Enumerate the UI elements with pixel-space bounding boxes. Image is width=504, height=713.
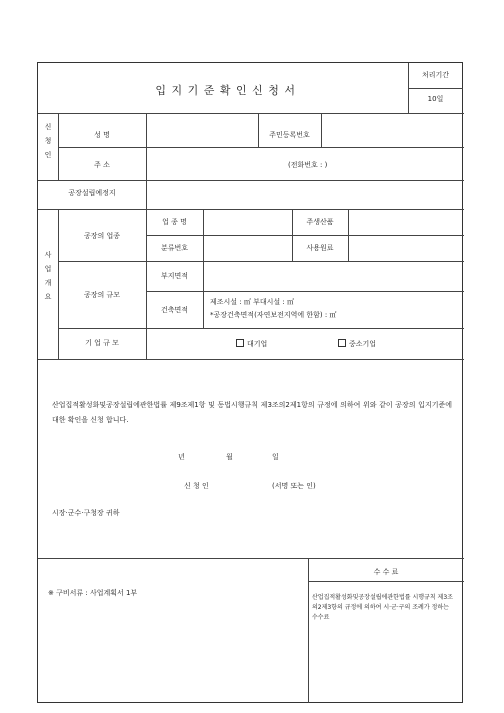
main-product-label: 주생산품 — [306, 218, 334, 226]
processing-period-value: 10일 — [427, 95, 444, 103]
divider — [146, 180, 147, 209]
mfg-facility-text: 제조시설 : ㎡ 부대시설 : ㎡ — [210, 298, 294, 306]
signature-note: (서명 또는 인) — [272, 482, 316, 490]
reg-no-field[interactable] — [323, 115, 461, 145]
divider — [408, 88, 463, 89]
divider — [348, 209, 349, 261]
divider — [58, 328, 464, 329]
application-statement: 산업집적활성화및공장설립에관한법률 제9조제1항 및 동법시행규칙 제3조의2제1항의 규정에 의하여 위와 같이 공장의 입지기준에 대한 확인을 신청 합니다. — [52, 401, 452, 424]
addressee: 시장·군수·구청장 귀하 — [52, 509, 120, 517]
divider — [203, 261, 204, 328]
sme-option[interactable] — [338, 339, 376, 349]
main-product-field[interactable] — [350, 211, 462, 233]
name-field[interactable] — [148, 115, 256, 145]
date-year: 년 — [178, 453, 185, 461]
address-label: 주 소 — [94, 161, 110, 169]
divider — [146, 291, 464, 292]
processing-period-label: 처리기간 — [421, 71, 450, 79]
scale-group-label: 공장의 규모 — [83, 291, 121, 299]
industry-name-field[interactable] — [205, 211, 290, 233]
attachments-note: ※ 구비서류 : 사업계획서 1부 — [48, 589, 138, 597]
signature-applicant-label: 신 청 인 — [184, 482, 209, 490]
classification-field[interactable] — [205, 237, 290, 259]
checkbox-icon — [338, 339, 346, 347]
site-area-field[interactable] — [205, 263, 462, 289]
site-area-label: 부지면적 — [160, 272, 189, 280]
date-day: 일 — [272, 453, 279, 461]
divider — [308, 581, 464, 582]
raw-material-field[interactable] — [350, 237, 462, 259]
divider — [38, 209, 464, 210]
date-month: 월 — [226, 453, 233, 461]
applicant-section-label: 신청인 — [44, 123, 52, 159]
factory-site-field[interactable] — [148, 182, 462, 207]
large-company-label: 대기업 — [247, 340, 268, 348]
large-company-option[interactable] — [236, 339, 267, 349]
divider — [38, 359, 464, 360]
divider — [308, 558, 309, 703]
divider — [203, 209, 204, 261]
checkbox-icon — [236, 339, 244, 347]
sme-label: 중소기업 — [349, 340, 377, 348]
divider — [38, 113, 464, 114]
raw-material-label: 사용원료 — [306, 244, 334, 252]
divider — [58, 261, 464, 262]
fee-text: 산업집적활성화및공장설립에관한법률 시행규칙 제3조의2제3항의 규정에 의하여 시·군·구의 조례가 정하는 수수료 — [312, 594, 453, 621]
industry-name-label: 업 종 명 — [162, 218, 187, 226]
divider — [38, 180, 464, 181]
business-section-label: 사업개요 — [44, 251, 52, 301]
divider — [58, 147, 464, 148]
company-size-label: 기 업 규 모 — [85, 339, 119, 347]
divider — [146, 235, 464, 236]
application-form — [37, 62, 463, 703]
divider — [38, 558, 464, 559]
divider — [146, 209, 147, 359]
factory-building-text: *공장건축면적(자연보전지역에 한함) : ㎡ — [210, 311, 337, 319]
phone-text: (전화번호 : ) — [288, 161, 328, 169]
fee-label: 수 수 료 — [373, 568, 399, 576]
form-title: 입지기준확인신청서 — [155, 84, 301, 97]
factory-site-label: 공장설립예정지 — [68, 189, 116, 197]
reg-no-label: 주민등록번호 — [269, 131, 310, 139]
name-label: 성 명 — [94, 131, 110, 139]
signature-field[interactable] — [218, 479, 268, 493]
building-area-label: 건축면적 — [160, 306, 189, 314]
divider — [321, 113, 322, 147]
industry-group-label: 공장의 업종 — [83, 232, 121, 240]
classification-label: 분류번호 — [160, 244, 189, 252]
divider — [258, 113, 259, 147]
divider — [292, 209, 293, 261]
